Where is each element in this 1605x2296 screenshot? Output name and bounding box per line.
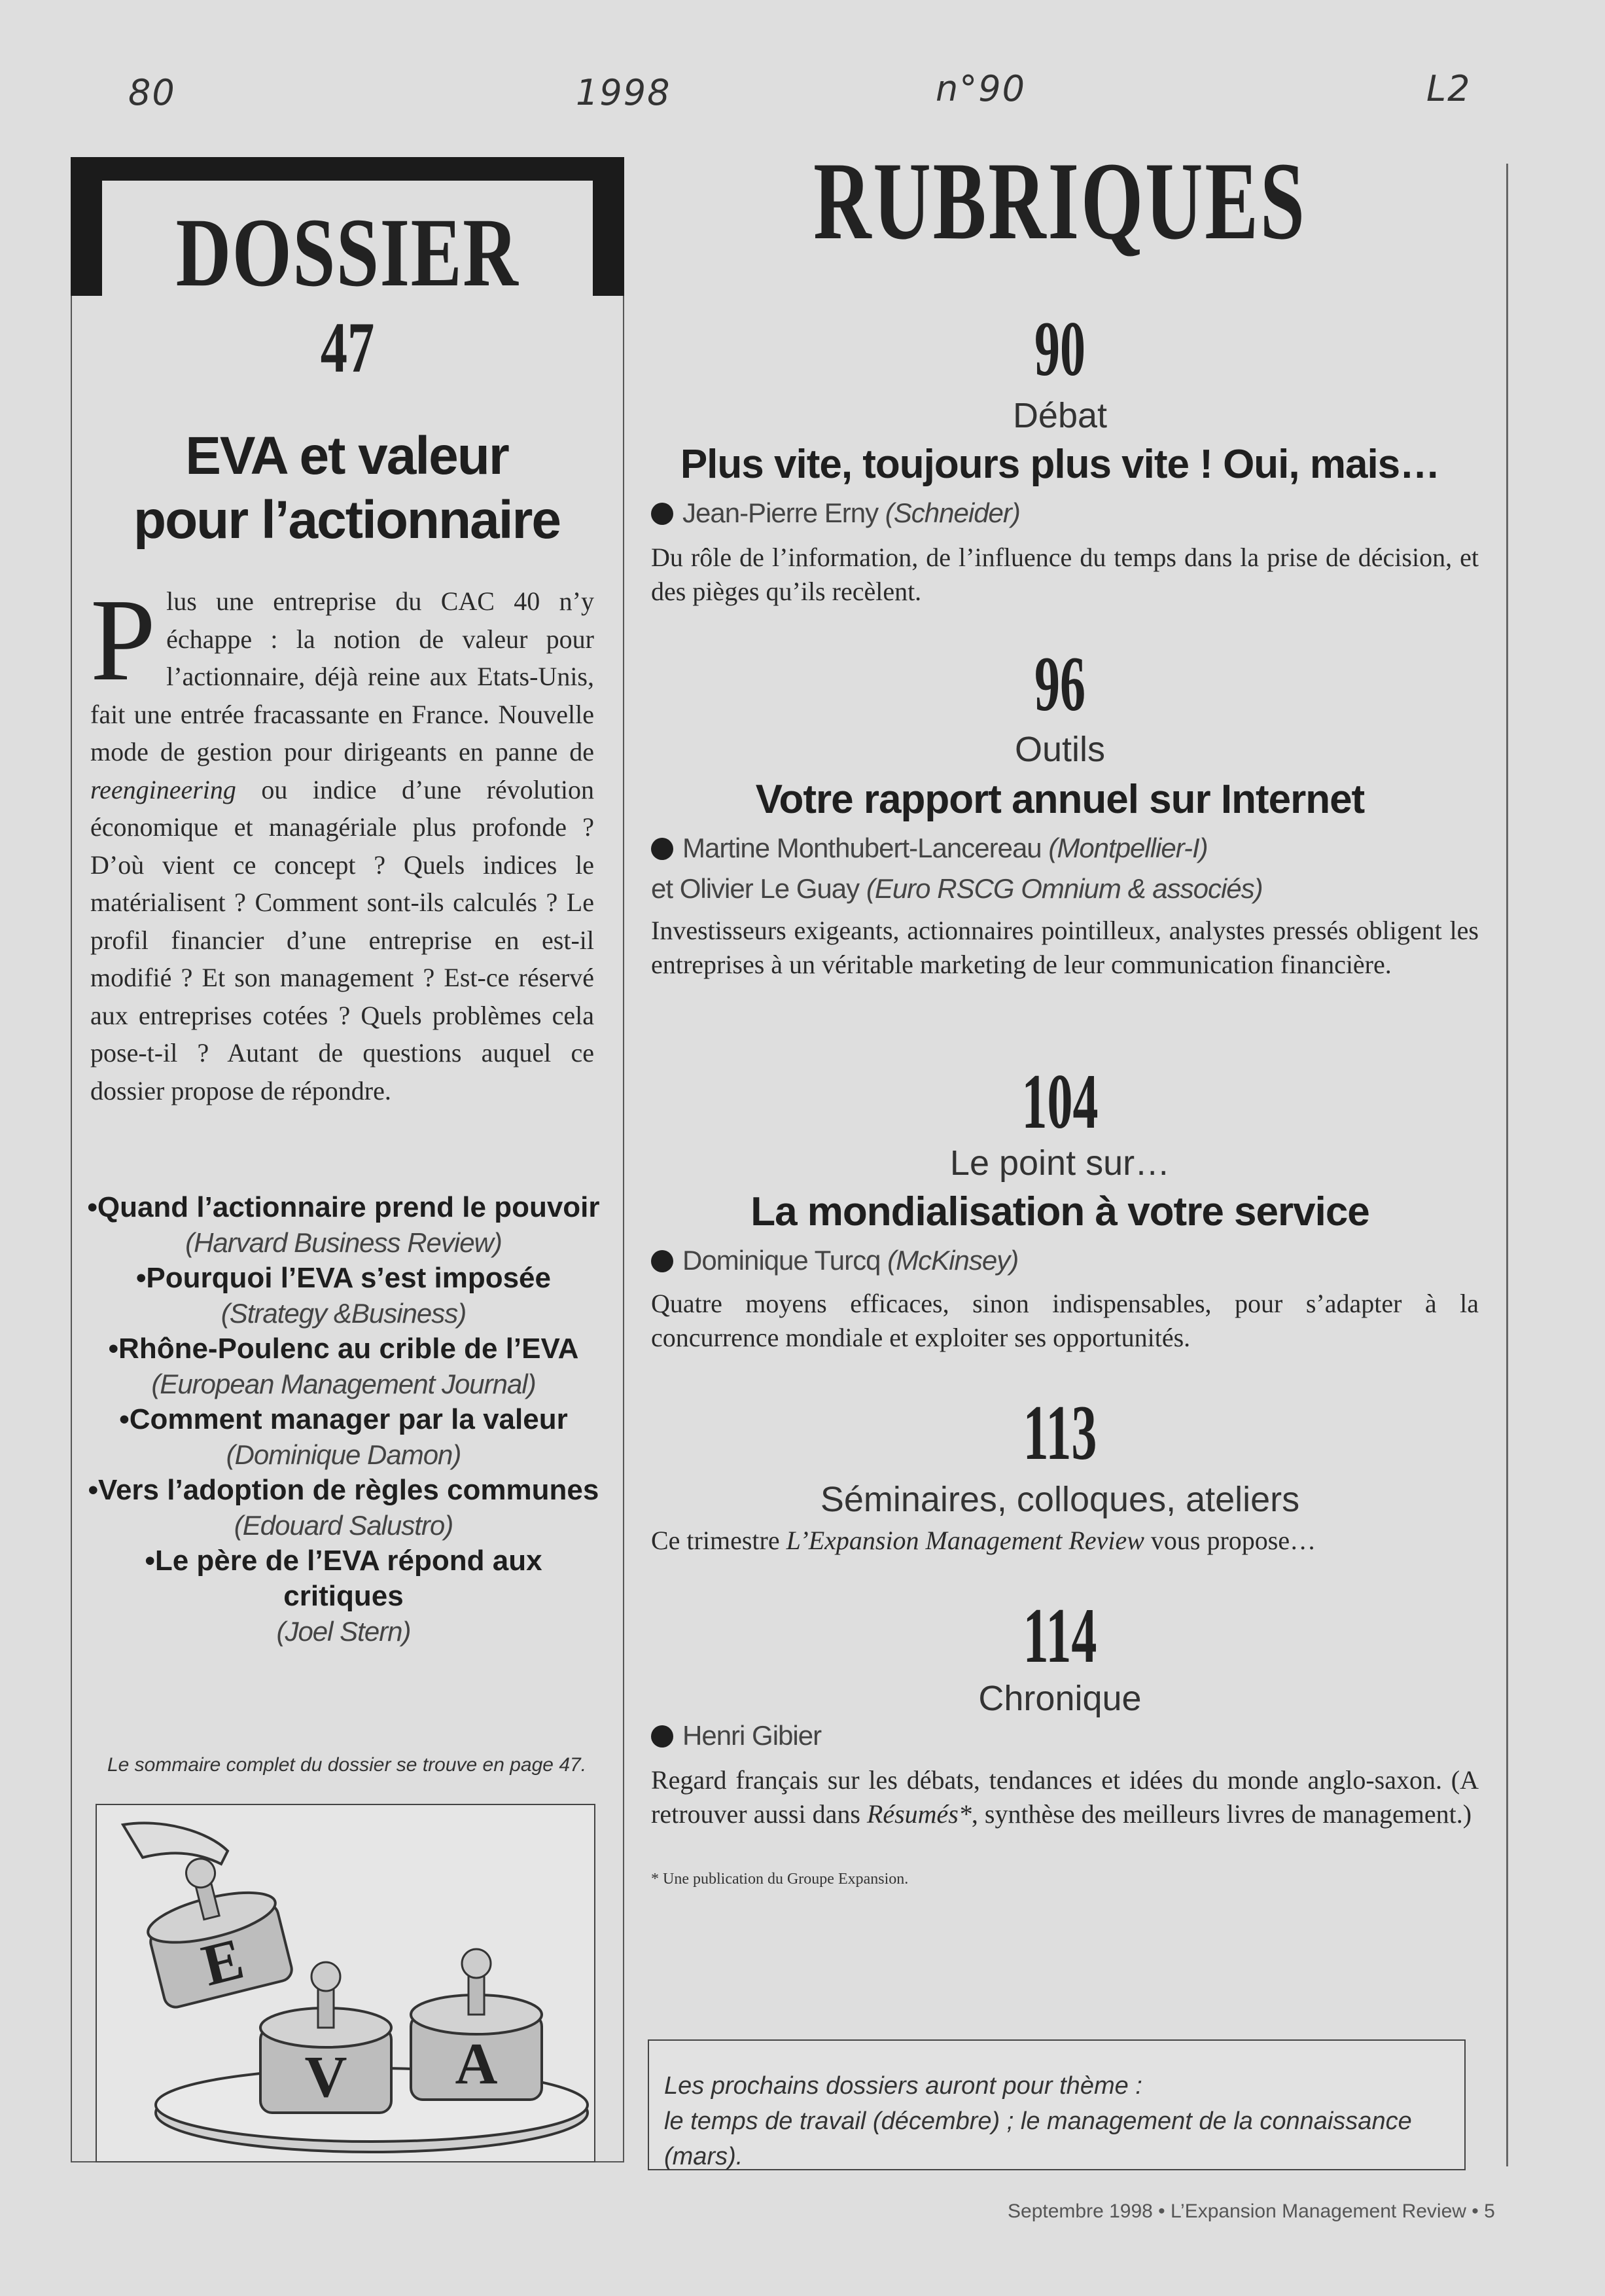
article-item — [85, 1190, 602, 1261]
rubrique-headline: Votre rapport annuel sur Internet — [755, 777, 1365, 822]
article-item — [85, 1543, 602, 1649]
article-source: (Strategy &Business) — [220, 1298, 467, 1329]
rubrique-page-number: 114 — [1023, 1592, 1097, 1679]
rubrique-category: Outils — [1014, 730, 1106, 769]
dossier-bar-right — [593, 157, 624, 296]
article-item — [85, 1402, 602, 1473]
author-name: Jean-Pierre Erny — [682, 497, 879, 528]
author-affiliation: (Euro RSCG Omnium & associés) — [866, 873, 1263, 904]
dossier-article-list — [85, 1190, 602, 1649]
bullet-icon — [651, 838, 673, 860]
author-affiliation: (Montpellier-I) — [1048, 833, 1208, 863]
rubriques-rule — [1506, 164, 1508, 2166]
article-source: (Edouard Salustro) — [234, 1510, 453, 1541]
intro-text-start: lus une entreprise du CAC 40 n’y échappe : la notion de valeur pour l’actionnaire, déjà reine aux Etats-Unis, fait une entrée fracassante en France. Nouvelle mode de gestion pour dirigeants en panne de — [90, 586, 594, 766]
author-name: Henri Gibier — [682, 1720, 822, 1751]
rubrique-page-number: 113 — [1023, 1389, 1097, 1476]
next-dossiers-line-2: le temps de travail (décembre) ; le management de la connaissance (mars). — [664, 2108, 1412, 2170]
author-name: et Olivier Le Guay — [651, 873, 860, 904]
eva-weights-illustration — [96, 1804, 595, 2162]
article-source: (Harvard Business Review) — [185, 1227, 502, 1258]
article-item — [85, 1261, 602, 1331]
intro-text-italic: reengineering — [90, 774, 236, 804]
rubrique-headline: La mondialisation à votre service — [750, 1189, 1369, 1234]
desc-italic: Résumés* — [866, 1799, 972, 1829]
weights-drawing — [97, 1805, 594, 2161]
article-item — [85, 1473, 602, 1543]
headline-line-2: pour l’actionnaire — [133, 490, 560, 550]
next-dossiers-text — [664, 2068, 1449, 2174]
article-source: (European Management Journal) — [151, 1369, 536, 1399]
dossier-bar-left — [71, 157, 102, 296]
page-footer: Septembre 1998 • L’Expansion Management Review • 5 — [1008, 2200, 1495, 2222]
rubrique-category: Chronique — [978, 1679, 1142, 1718]
rubrique-page-number: 90 — [1034, 305, 1085, 392]
dossier-top-bar — [71, 157, 624, 181]
handwritten-year: 1998 — [576, 72, 671, 113]
desc-end: vous propose… — [1144, 1526, 1316, 1555]
desc-end: , synthèse des meilleurs livres de management.) — [971, 1799, 1472, 1829]
handwritten-code: L2 — [1426, 68, 1472, 109]
rubrique-author — [651, 1720, 821, 1751]
weight-letter: V — [304, 2045, 347, 2109]
author-affiliation: (McKinsey) — [887, 1245, 1019, 1276]
article-title: • Le père de l’EVA répond aux critiques — [85, 1543, 602, 1614]
rubrique-description: Quatre moyens efficaces, sinon indispensables, pour s’adapter à la concurrence mondiale et exploiter ses opportunités. — [651, 1289, 1479, 1352]
dossier-headline — [92, 424, 602, 552]
rubrique-category: Débat — [1012, 396, 1108, 435]
rubrique-description: Du rôle de l’information, de l’influence du temps dans la prise de décision, et des pièges qu’ils recèlent. — [651, 543, 1479, 606]
dossier-intro — [90, 575, 594, 1109]
article-source: (Dominique Damon) — [226, 1439, 461, 1470]
article-source: (Joel Stern) — [276, 1616, 411, 1647]
rubrique-category: Le point sur… — [949, 1143, 1171, 1183]
weight-letter: E — [196, 1926, 250, 1999]
rubrique-page-number: 104 — [1021, 1058, 1099, 1145]
handwritten-issue: n°90 — [936, 68, 1026, 109]
bullet-icon — [651, 1250, 673, 1272]
rubrique-author — [651, 497, 1020, 529]
weight-letter: A — [455, 2032, 498, 2096]
desc-start: Ce trimestre — [651, 1526, 786, 1555]
author-affiliation: (Schneider) — [885, 497, 1020, 528]
handwritten-page-number: 80 — [128, 72, 176, 113]
article-title: • Quand l’actionnaire prend le pouvoir — [85, 1190, 602, 1225]
bullet-icon — [651, 1725, 673, 1748]
rubrique-coauthor — [651, 873, 1263, 905]
rubrique-page-number: 96 — [1034, 640, 1085, 727]
rubrique-description: Investisseurs exigeants, actionnaires pointilleux, analystes pressés obligent les entreprises à un véritable marketing de leur communication financière. — [651, 916, 1479, 979]
rubrique-author — [651, 833, 1208, 864]
rubrique-headline: Plus vite, toujours plus vite ! Oui, mais… — [680, 442, 1440, 487]
article-item — [85, 1331, 602, 1402]
rubrique-category: Séminaires, colloques, ateliers — [820, 1480, 1300, 1519]
desc-italic: L’Expansion Management Review — [786, 1526, 1144, 1555]
bullet-icon — [651, 503, 673, 525]
dropcap: P — [90, 575, 156, 705]
article-title: • Pourquoi l’EVA s’est imposée — [85, 1261, 602, 1296]
intro-text-end: ou indice d’une révolution économique et managériale plus profonde ? D’où vient ce concept ? Quels indices le matérialisent ? Comment sont-ils calculés ? Le profil financier d’une entreprise en est-il modifié ? Et son management ? Est-ce réservé aux entreprises cotées ? Quels problèmes cela pose-t-il ? Autant de questions auquel ce dossier propose de répondre. — [90, 774, 594, 1105]
headline-line-1: EVA et valeur — [185, 426, 508, 486]
article-title: • Comment manager par la valeur — [85, 1402, 602, 1437]
rubrique-description — [651, 1763, 1479, 1831]
dossier-title: DOSSIER — [175, 198, 520, 307]
sommaire-note: Le sommaire complet du dossier se trouve en page 47. — [107, 1754, 587, 1776]
desc-start: Regard français sur les débats, tendances et idées du monde anglo-saxon. (A retrouver aussi dans — [651, 1765, 1479, 1829]
rubriques-title: RUBRIQUES — [813, 139, 1307, 262]
rubrique-author — [651, 1245, 1018, 1276]
footnote: * Une publication du Groupe Expansion. — [651, 1871, 909, 1888]
article-title: • Rhône-Poulenc au crible de l’EVA — [85, 1331, 602, 1367]
author-name: Martine Monthubert-Lancereau — [682, 833, 1042, 863]
author-name: Dominique Turcq — [682, 1245, 881, 1276]
dossier-page-number: 47 — [320, 308, 375, 387]
next-dossiers-line-1: Les prochains dossiers auront pour thème : — [664, 2072, 1142, 2100]
rubrique-description — [651, 1524, 1479, 1558]
article-title: • Vers l’adoption de règles communes — [85, 1473, 602, 1508]
